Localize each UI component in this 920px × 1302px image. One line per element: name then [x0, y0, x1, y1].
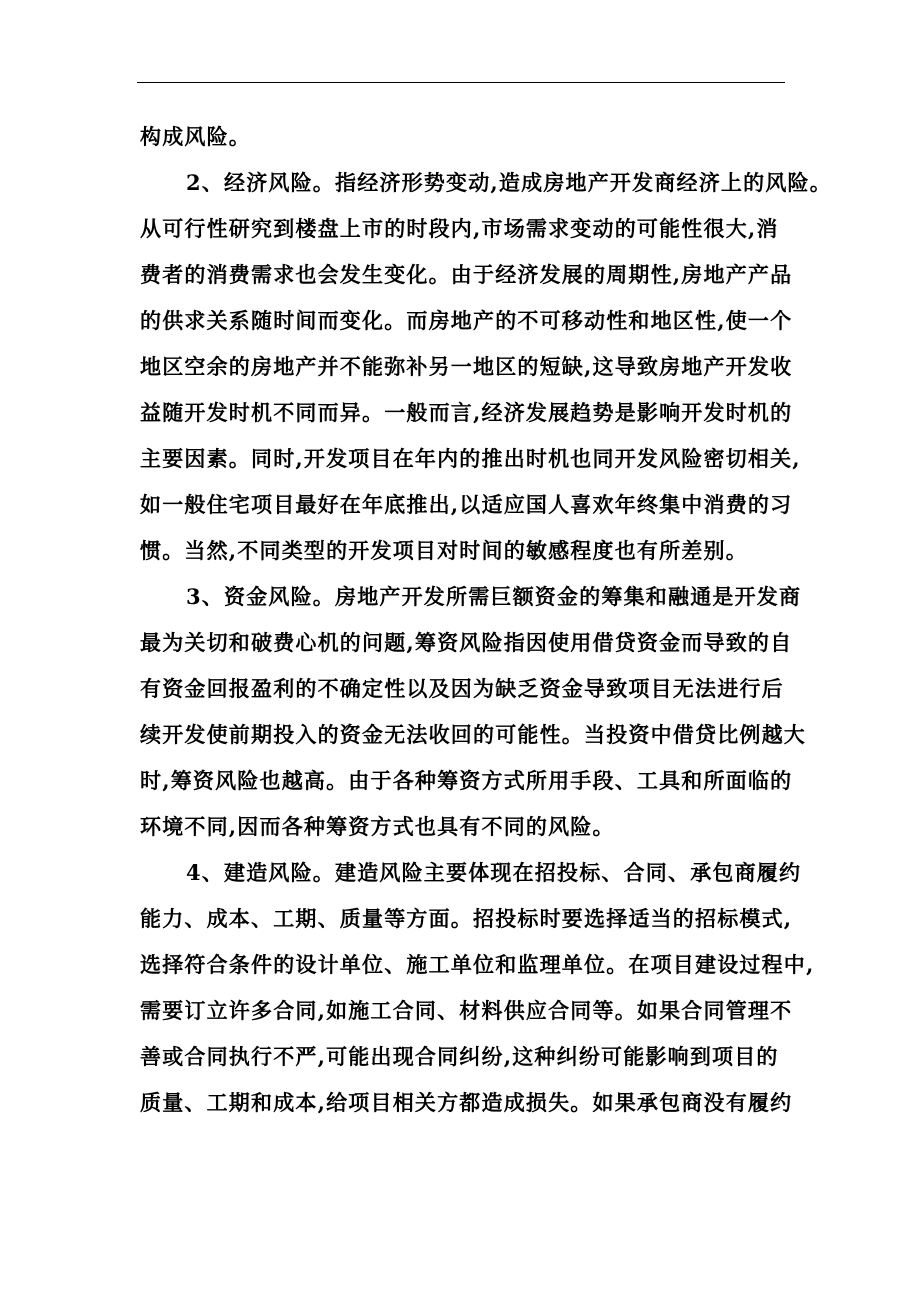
- text-line: 从可行性研究到楼盘上市的时段内,市场需求变动的可能性很大,消: [140, 216, 779, 241]
- text-line: 选择符合条件的设计单位、施工单位和监理单位。在项目建设过程中,: [140, 952, 815, 977]
- text-line: 的供求关系随时间而变化。而房地产的不可移动性和地区性,使一个: [140, 308, 793, 333]
- text-line: 惯。当然,不同类型的开发项目对时间的敏感程度也有所差别。: [140, 538, 748, 563]
- paragraph-2-start: 2、经济风险。指经济形势变动,造成房地产开发商经济上的风险。: [186, 170, 832, 195]
- text-line: 需要订立许多合同,如施工合同、材料供应合同等。如果合同管理不: [140, 998, 793, 1023]
- text-line: 时,筹资风险也越高。由于各种筹资方式所用手段、工具和所面临的: [140, 768, 793, 793]
- text-line: 能力、成本、工期、质量等方面。招投标时要选择适当的招标模式,: [140, 906, 793, 931]
- text-line: 地区空余的房地产并不能弥补另一地区的短缺,这导致房地产开发收: [140, 354, 793, 379]
- text-line: 构成风险。: [140, 124, 251, 149]
- text-line: 如一般住宅项目最好在年底推出,以适应国人喜欢年终集中消费的习: [140, 492, 793, 517]
- document-body: [140, 114, 832, 1126]
- text-line: 费者的消费需求也会发生变化。由于经济发展的周期性,房地产产品: [140, 262, 793, 287]
- text-line: 质量、工期和成本,给项目相关方都造成损失。如果承包商没有履约: [140, 1090, 793, 1115]
- text-line: 善或合同执行不严,可能出现合同纠纷,这种纠纷可能影响到项目的: [140, 1044, 779, 1069]
- paragraph-3-start: 3、资金风险。房地产开发所需巨额资金的筹集和融通是开发商: [186, 584, 802, 609]
- text-line: 益随开发时机不同而异。一般而言,经济发展趋势是影响开发时机的: [140, 400, 793, 425]
- text-line: 有资金回报盈利的不确定性以及因为缺乏资金导致项目无法进行后: [140, 676, 784, 701]
- header-rule: [137, 82, 785, 83]
- text-line: 环境不同,因而各种筹资方式也具有不同的风险。: [140, 814, 615, 839]
- text-line: 主要因素。同时,开发项目在年内的推出时机也同开发风险密切相关,: [140, 446, 801, 471]
- paragraph-4-start: 4、建造风险。建造风险主要体现在招投标、合同、承包商履约: [186, 860, 802, 885]
- text-line: 最为关切和破费心机的问题,筹资风险指因使用借贷资金而导致的自: [140, 630, 793, 655]
- text-line: 续开发使前期投入的资金无法收回的可能性。当投资中借贷比例越大: [140, 722, 806, 747]
